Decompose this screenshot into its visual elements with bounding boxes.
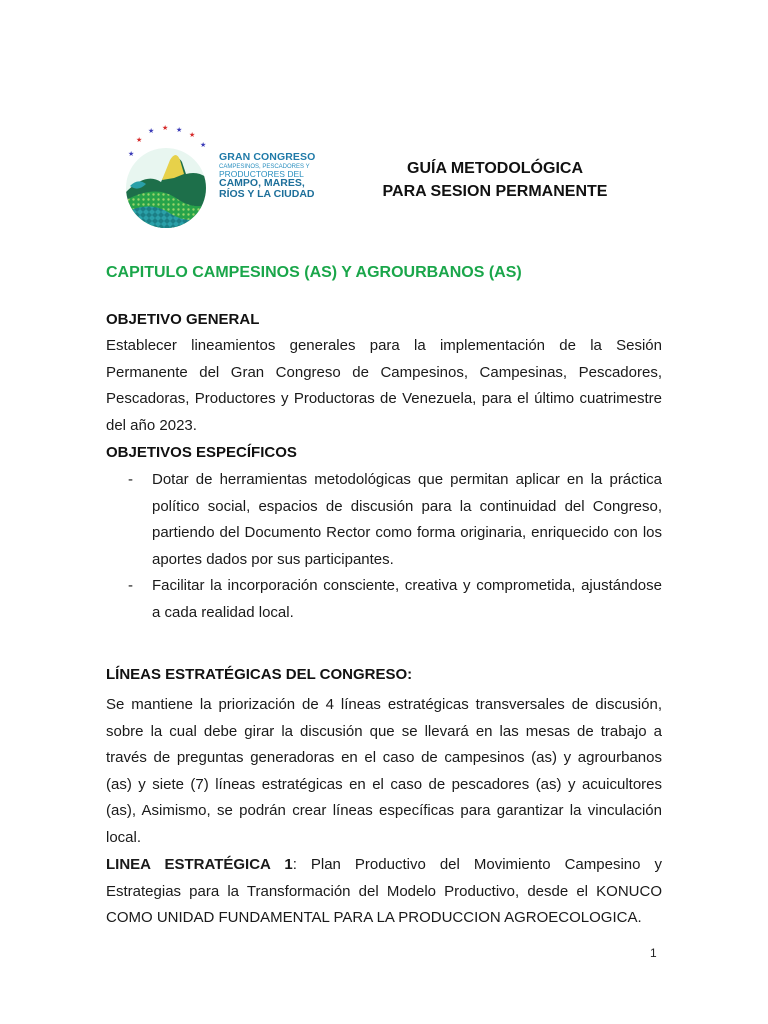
svg-text:★: ★ xyxy=(176,127,183,134)
linea-estrategica-1-paragraph xyxy=(106,852,662,932)
logo-line-1: GRAN CONGRESO xyxy=(219,151,316,163)
logo-emblem-icon xyxy=(116,122,226,232)
svg-text:★: ★ xyxy=(128,151,135,158)
congress-logo xyxy=(116,122,326,232)
svg-text:★: ★ xyxy=(148,128,155,135)
objetivos-especificos-heading: OBJETIVOS ESPECÍFICOS xyxy=(106,444,297,461)
objetivo-general-text: Establecer lineamientos generales para la implementación de la Sesión Permanente del Gran Congreso de Campesinos, Campesinas, Pescadores, Pescadoras, Productores y Productoras de Venezuela, para el último cuatrimestre del año 2023. xyxy=(106,337,662,434)
logo-line-3: PRODUCTORES DEL xyxy=(219,168,304,179)
list-item xyxy=(106,467,662,573)
lineas-estrategicas-heading: LÍNEAS ESTRATÉGICAS DEL CONGRESO: xyxy=(106,666,413,683)
objetivo-general-heading: OBJETIVO GENERAL xyxy=(106,311,260,328)
list-item-text: Dotar de herramientas metodológicas que permitan aplicar en la práctica político social, espacios de discusión para la continuidad del Congreso, partiendo del Documento Rector como forma originaria, enriquecido con los aportes dados por sus participantes. xyxy=(152,471,662,568)
logo-line-5: RÍOS Y LA CIUDAD xyxy=(219,187,315,200)
logo-line-4: CAMPO, MARES, xyxy=(219,177,305,189)
lineas-estrategicas-text: Se mantiene la priorización de 4 líneas estratégicas transversales de discusión, sobre la cual debe girar la discusión que se llevará en las mesas de trabajo a través de preguntas generadoras en el caso de campesinos (as) y agrourbanos (as) y siete (7) líneas estratégicas en el caso de pescadores (as) y acuicultores (as), Asimismo, se podrán crear líneas específicas para garantizar la vinculación local. xyxy=(106,696,662,846)
svg-text:★: ★ xyxy=(136,137,143,144)
page-number: 1 xyxy=(650,946,657,960)
chapter-heading: CAPITULO CAMPESINOS (AS) Y AGROURBANOS (AS) xyxy=(106,264,522,281)
title-line-1: GUÍA METODOLÓGICA xyxy=(407,160,583,177)
objetivos-especificos-list xyxy=(106,467,662,627)
title-line-2: PARA SESION PERMANENTE xyxy=(382,183,608,200)
svg-text:★: ★ xyxy=(200,142,207,149)
bullet-dash: - xyxy=(128,577,133,595)
linea-estrategica-1-text: : Plan Productivo del Movimiento Campesino y Estrategias para la Transformación del Modelo Productivo, desde el KONUCO COMO UNIDAD FUNDAMENTAL PARA LA PRODUCCION AGROECOLOGICA. xyxy=(106,856,662,927)
svg-text:★: ★ xyxy=(162,125,169,132)
bullet-dash: - xyxy=(128,471,133,488)
document-title xyxy=(370,157,620,203)
logo-line-2: CAMPESINOS, PESCADORES Y xyxy=(219,163,310,170)
list-item-text: Facilitar la incorporación consciente, creativa y comprometida, ajustándose a cada realidad local. xyxy=(152,577,662,621)
svg-text:★: ★ xyxy=(189,132,196,139)
logo-text xyxy=(219,152,329,199)
list-item xyxy=(106,573,662,626)
linea-estrategica-1-label: LINEA ESTRATÉGICA 1 xyxy=(106,856,293,873)
